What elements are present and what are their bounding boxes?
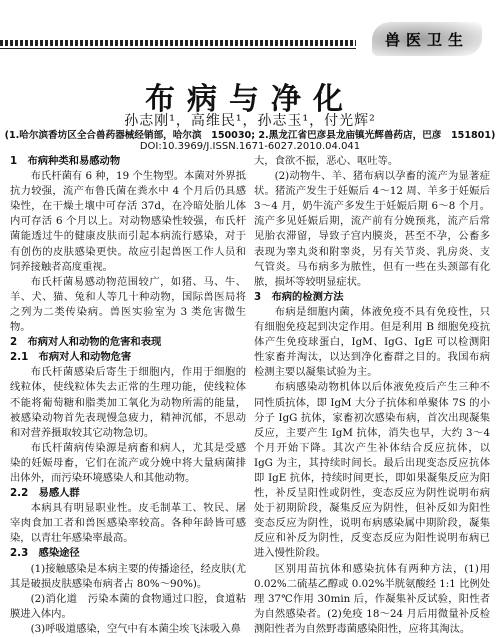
journal-header: [0, 0, 500, 62]
section-heading: 3 布病的检测方法: [254, 290, 344, 303]
subsection-heading: 2.2 易感人群: [10, 487, 80, 500]
header-decorative-rule: [0, 40, 356, 46]
paragraph: 布氏杆菌感染后寄生于细胞内，作用于细胞的线粒体，使线粒体失去正常的生理功能，使线粒体不能将葡萄糖和脂类加工氧化为动物所需的能量，被感染动物首先表现慢急疲力，精神沉郁，不思动和对营养摄取较其它动物急切。: [10, 366, 246, 439]
article-doi: DOI:10.3969/J.ISSN.1671-6027.2010.04.041: [139, 141, 361, 152]
paragraph: (2)消化道 污染本菌的食物通过口腔，食道粘膜进入体内。: [10, 592, 246, 620]
paragraph: (2)动物牛、羊、猪布病以孕畜的流产为显著症状。猪流产发生于妊娠后 4～12 周、羊多于妊娠后 3～4 月，奶牛流产多发生于妊娠后期 6～8 个月。流产多见妊娠后期，流产前有分娩预兆，流产后常见胎衣滞留，导致子宫内膜炎，甚至不孕，公畜多表现为睾丸炎和附睾炎，另有关节炎、乳房炎、支气管炎。马布病多为脓性，但有一些在头颈部有化脓，损坏等较明显症状。: [254, 170, 490, 288]
paragraph: 布病感染动物机体以后体液免疫后产生三种不同性质抗体，即 IgM 大分子抗体和单聚体 7S 的小分子 IgG 抗体，家畜初次感染布病，首次出现凝集反应，主要产生 IgM 抗体，消失也早，大约 3～4 个月开始下降。其次产生补体结合反应抗体，以 IgG 为主，其持续时间长。最后出现变态反应抗体即 IgE 抗体，持续时间更长，即如果凝集反应为阳性，补反呈阳性或阴性，变态反应为阴性说明布病处于初期阶段，凝集反应为阴性，但补反如为阳性变态反应为阴性，说明布病感染属中期阶段，凝集反应和补反为阴性，反变态反应为阳性说明布病已进入慢性阶段。: [254, 381, 490, 560]
section-label-badge: [372, 22, 482, 56]
paragraph: 布氏杆菌病传染源是病畜和病人，尤其是受感染的妊娠母畜，它们在流产或分娩中将大量病菌排出体外，而污染环境感染人和其他动物。: [10, 441, 246, 484]
article-title: 布病与净化: [145, 82, 355, 117]
header-thin-rule: [0, 48, 356, 49]
paragraph: 区别用苗抗体和感染抗体有两种方法，(1)用 0.02%二硫基乙醇或 0.02%半胱氨酸经 1:1 比例处理 37℃作用 30min 后，作凝集补反试验，阳性者为自然感染者。(2)免疫 18～24 月后用微量补反检测阳性者为自然野毒菌感染阳性，应将其淘汰。: [254, 562, 490, 635]
section-label: 兽医卫生: [384, 30, 469, 49]
paragraph: 布氏杆菌易感动物范围较广，如猪、马、牛、羊、犬、猫、兔和人等几十种动物，国际兽医局将之列为二类传染病。兽医实验室为 3 类危害微生物。: [10, 275, 246, 334]
section-heading: 1 布病种类和易感动物: [10, 155, 121, 167]
subsection-heading: 2.3 感染途径: [10, 547, 80, 560]
article-authors: 孙志刚¹，高维民¹，孙志玉¹，付光辉²: [124, 113, 376, 129]
paragraph: (3)呼吸道感染，空气中有本菌尘埃飞沫吸入鼻: [30, 622, 241, 635]
right-column: [254, 154, 490, 637]
paragraph: 布病是细胞内菌，体液免疫不具有免疫性，只有细胞免疫起到决定作用。但是利用 B 细胞免疫抗体产生免疫球蛋白，IgM、IgG、IgE 可以检测阳性家畜并淘汰，以达到净化畜群之目的。我国布病检测主要以凝集试验为主。: [254, 305, 490, 379]
paragraph: 布氏杆菌有 6 种，19 个生物型。本菌对外界抵抗力较强，流产布鲁氏菌在粪水中 4 个月后仍具感染性，在干燥土壤中可存活 37d，在冷暗处胎儿体内可存活 6 个月以上。对动物感染性较强，布氏杆菌能透过牛的健康皮肤而引起本病流行感染，对于有创伤的皮肤感染更快。故应引起兽医工作人员和饲养接触者高度重视。: [10, 170, 246, 273]
paragraph: 大，食欲不振，恶心、呕吐等。: [254, 155, 399, 167]
section-heading: 2 布病对人和动物的危害和表现: [10, 336, 162, 349]
subsection-heading: 2.1 布病对人和动物危害: [10, 351, 132, 364]
paragraph: (1)接触感染是本病主要的传播途径，经皮肤(尤其是破损皮肤感染布病者占 80%～90%)。: [10, 562, 246, 590]
paragraph: 本病具有明显职业性。皮毛制革工、牧民、屠宰肉食加工者和兽医感染率较高。各种年龄皆可感染，以青壮年感染率最高。: [10, 502, 246, 545]
left-column: [10, 154, 246, 637]
article-affiliation: (1.哈尔滨香坊区全合兽药器械经销部，哈尔滨 150030; 2.黑龙江省巴彦县龙庙镇光辉兽药店，巴彦 151801): [4, 130, 496, 141]
